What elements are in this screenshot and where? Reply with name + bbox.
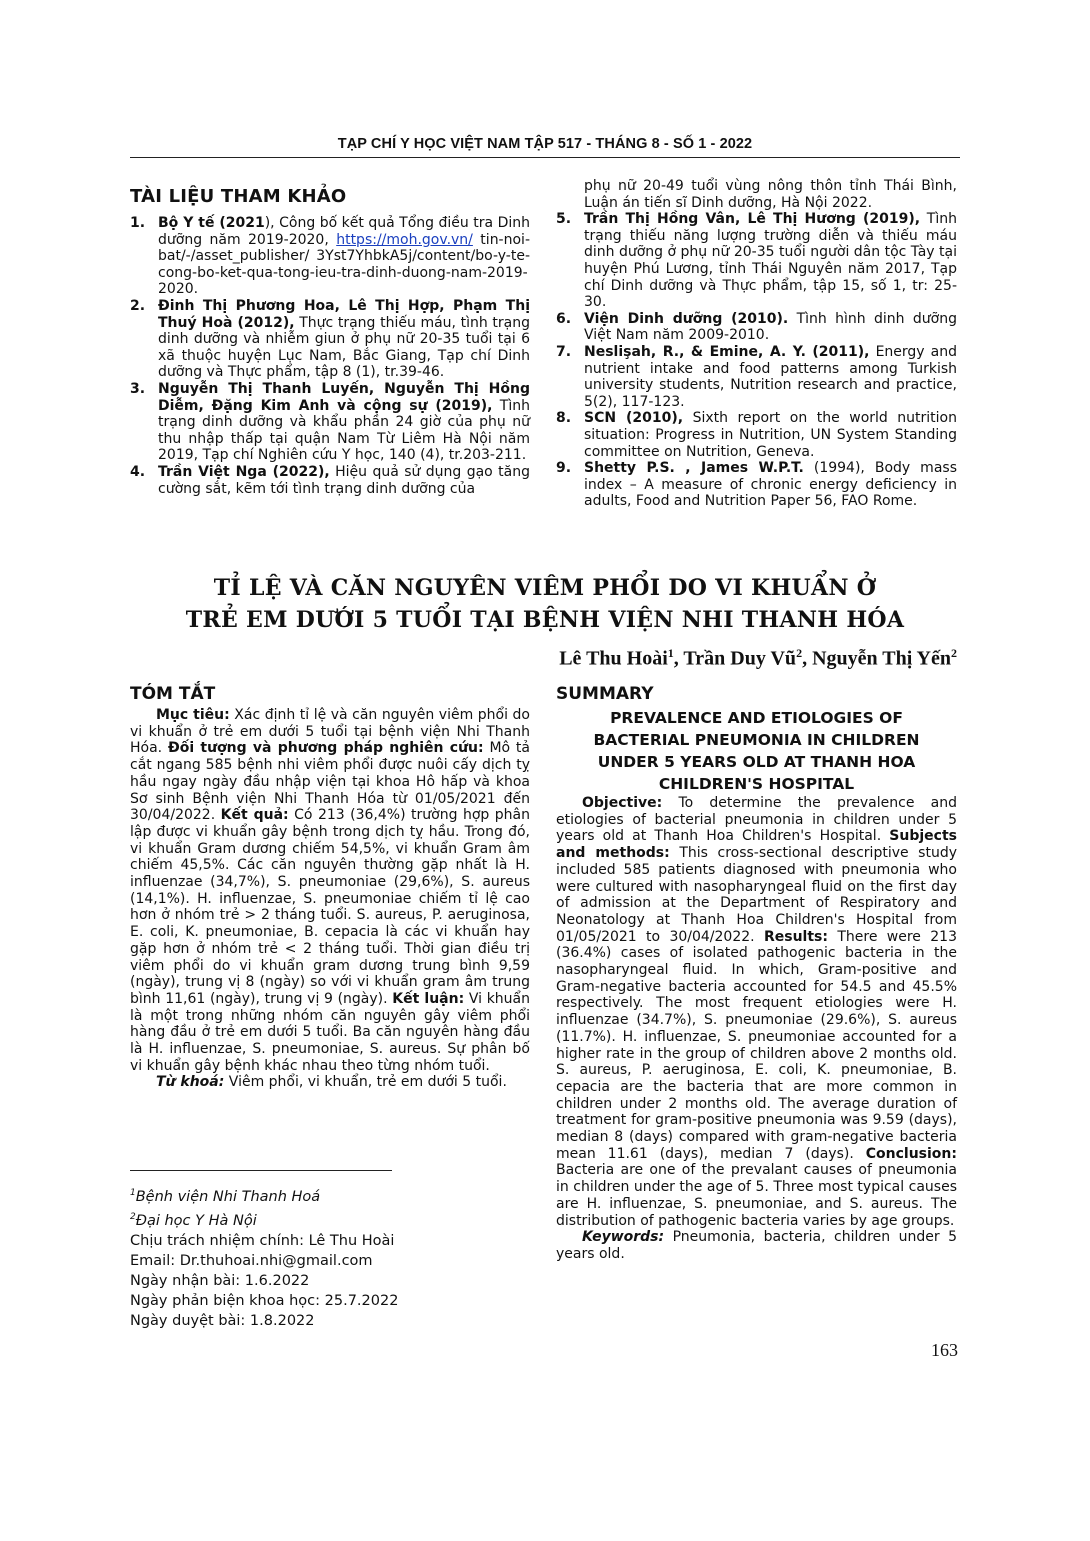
corresponding-author: Chịu trách nhiệm chính: Lê Thu Hoài [130, 1232, 395, 1249]
article-title: TỈ LỆ VÀ CĂN NGUYÊN VIÊM PHỔI DO VI KHUẨN Ở TRẺ EM DƯỚI 5 TUỔI TẠI BỆNH VIỆN NHI THANH HÓA [185, 575, 905, 633]
vi-abstract-heading: TÓM TẮT [130, 684, 216, 704]
page-number: 163 [931, 1340, 958, 1360]
footnotes [130, 1183, 530, 1331]
reference-item: 4. Trần Việt Nga (2022), Hiệu quả sử dụng gạo tăng cường sắt, kẽm tới tình trạng dinh dưỡng của [130, 463, 530, 497]
date-reviewed: Ngày phản biện khoa học: 25.7.2022 [130, 1292, 399, 1309]
journal-header: TẠP CHÍ Y HỌC VIỆT NAM TẬP 517 - THÁNG 8 - SỐ 1 - 2022 [337, 136, 753, 152]
header-divider [130, 157, 960, 158]
vi-keywords: Từ khoá: Viêm phổi, vi khuẩn, trẻ em dưới 5 tuổi. [156, 1074, 507, 1091]
en-abstract-body [556, 795, 957, 1263]
article-authors: Lê Thu Hoài$^1$, Trần Duy $Vũ^2$, Nguyễn Thị Yến$^2$ [559, 646, 957, 670]
reference-item: 1. Bộ Y tế (2021), Công bố kết quả Tổng điều tra Dinh dưỡng năm 2019-2020, https://moh.gov.vn/ tin-noi-bat/-/asset_publisher/ 3Yst7YhbkA5j/content/bo-y-te-cong-bo-ket-qua-tong-ieu-tra-dinh-duong-nam-2019-2020. [130, 215, 530, 298]
en-keywords: Keywords: Pneumonia, bacteria, children under 5 years old. [556, 1229, 957, 1262]
en-abstract-paragraph: Objective: To determine the prevalence and etiologies of bacterial pneumonia in children under 5 years old at Thanh Hoa Children's Hospital. Subjects and methods: This cross-sectional descriptive study included 585 patients diagnosed with pneumonia who were cultured with nasopharyngeal fluid on the first day of admission at the Department of Respiratory and Neonatology at Thanh Hoa Children's Hospital from 01/05/2021 to 30/04/2022. Results: There were 213 (36.4%) cases of isolated pathogenic bacteria in the nasopharyngeal fluid. In which, Gram-positive and Gram-negative bacteria accounted for 54.5 and 45.5% respectively. The most frequent etiologies were H. influenzae (34.7%), S. pneumoniae (29.6%), S. aureus (11.7%). H. influenzae, S. pneumoniae accounted for a higher rate in the group of children above 2 months old. S. aureus, P. aeruginosa, E. coli, K. pneumoniae, B. cepacia are the bacteria that are more common in children under 2 months old. The average duration of treatment for gram-positive pneumonia was 9.59 (days), median 8 (days) compared with gram-negative bacteria mean 11.61 (days), median 7 (days). Conclusion: Bacteria are one of the prevalant causes of pneumonia in children under the age of 5. Three most typical causes are H. influenzae, S. pneumoniae, and S. aureus. The distribution of pathogenic bacteria varies by age groups. [556, 795, 958, 1229]
reference-continuation: phụ nữ 20-49 tuổi vùng nông thôn tỉnh Thái Bình, Luận án tiến sĩ Dinh dưỡng, Hà Nội 2022. [584, 178, 957, 211]
vi-abstract-paragraph: Mục tiêu: Xác định tỉ lệ và căn nguyên viêm phổi do vi khuẩn ở trẻ em dưới 5 tuổi tại bệnh viện Nhi Thanh Hóa. Đối tượng và phương pháp nghiên cứu: Mô tả cắt ngang 585 bệnh nhi viêm phổi được nuôi cấy dịch tỵ hầu ngay ngày đầu nhập viện tại khoa Hô hấp và khoa Sơ sinh Bệnh viện Nhi Thanh Hóa từ 01/05/2021 đến 30/04/2022. Kết quả: Có 213 (36,4%) trường hợp phân lập được vi khuẩn gây bệnh trong dịch tỵ hầu. Trong đó, vi khuẩn Gram dương chiếm 54,5%, vi khuẩn Gram âm chiếm 45,5%. Các căn nguyên thường gặp nhất là H. influenzae (34,7%), S. pneumoniae (29,6%), S. aureus (14,1%). H. influenzae, S. pneumoniae chiếm tỉ lệ cao hơn ở nhóm trẻ > 2 tháng tuổi. S. aureus, P. aeruginosa, E. coli, K. pneumoniae, B. cepacia là các vi khuẩn hay gặp hơn ở nhóm trẻ < 2 tháng tuổi. Thời gian điều trị viêm phổi do vi khuẩn gram dương trung bình 9,59 (ngày), trung vị 8 (ngày) so với vi khuẩn gram âm trung bình 11,61 (ngày), trung vị 9 (ngày). Kết luận: Vi khuẩn là một trong những nhóm căn nguyên gây viêm phổi hàng đầu ở trẻ em dưới 5 tuổi. Ba căn nguyên hàng đầu là H. influenzae, S. pneumoniae, S. aureus. Sự phân bố vi khuẩn gây bệnh khác nhau theo từng nhóm tuổi. [130, 707, 531, 1074]
date-accepted: Ngày duyệt bài: 1.8.2022 [130, 1312, 315, 1329]
affiliation-2: $^2$Đại học Y Hà Nội [130, 1211, 257, 1229]
date-received: Ngày nhận bài: 1.6.2022 [130, 1272, 310, 1289]
footnote-divider [130, 1170, 392, 1171]
references-heading: TÀI LIỆU THAM KHẢO [130, 186, 347, 207]
corresponding-email: Email: Dr.thuhoai.nhi@gmail.com [130, 1252, 373, 1269]
reference-item: 6. Viện Dinh dưỡng (2010). Tình hình dinh dưỡng Việt Nam năm 2009-2010. [556, 310, 958, 344]
reference-item: 5. Trần Thị Hồng Vân, Lê Thị Hương (2019), Tình trạng thiếu năng lượng trường diễn và thiếu máu dinh dưỡng ở phụ nữ 20-35 tuổi người dân tộc Tày tại huyện Phú Lương, tỉnh Thái Nguyên năm 2017, Tạp chí Dinh dưỡng và Thực phẩm, tập 15, số 1, tr: 25-30. [556, 211, 957, 311]
references-right-column [556, 178, 957, 510]
reference-item: 8. SCN (2010), Sixth report on the world nutrition situation: Progress in Nutrition, UN System Standing committee on Nutrition, Geneva. [556, 410, 957, 460]
reference-link[interactable]: https://moh.gov.vn/ [336, 231, 473, 248]
affiliation-1: $^1$Bệnh viện Nhi Thanh Hoá [130, 1188, 321, 1205]
en-abstract-heading: SUMMARY [556, 684, 654, 704]
reference-item: 3. Nguyễn Thị Thanh Luyến, Nguyễn Thị Hồng Diễm, Đặng Kim Anh và cộng sự (2019), Tình trạng dinh dưỡng và khẩu phần 24 giờ của phụ nữ thu nhập thấp tại quận Nam Từ Liêm Hà Nội năm 2019, Tạp chí Nghiên cứu Y học, 140 (4), tr.203-211. [130, 380, 530, 464]
reference-item: 7. Neslişah, R., & Emine, A. Y. (2011), Energy and nutrient intake and food patterns among Turkish university students, Nutrition research and practice, 5(2), 117-123. [556, 343, 957, 410]
en-abstract-title: PREVALENCE AND ETIOLOGIES OF BACTERIAL PNEUMONIA IN CHILDREN UNDER 5 YEARS OLD AT THANH HOA CHILDREN'S HOSPITAL [593, 709, 920, 793]
vi-abstract-body [130, 707, 530, 1091]
reference-item: 2. Đinh Thị Phương Hoa, Lê Thị Hợp, Phạm Thị Thuý Hoà (2012), Thực trạng thiếu máu, tình trạng dinh dưỡng và nhiễm giun ở phụ nữ 20-35 tuổi tại 6 xã thuộc huyện Lục Nam, Bắc Giang, Tạp chí Dinh dưỡng và Thực phẩm, tập 8 (1), tr.39-46. [130, 297, 530, 381]
references-left-column [130, 215, 530, 497]
reference-item: 9. Shetty P.S. , James W.P.T. (1994), Body mass index – A measure of chronic energy deficiency in adults, Food and Nutrition Paper 56, FAO Rome. [556, 460, 957, 510]
